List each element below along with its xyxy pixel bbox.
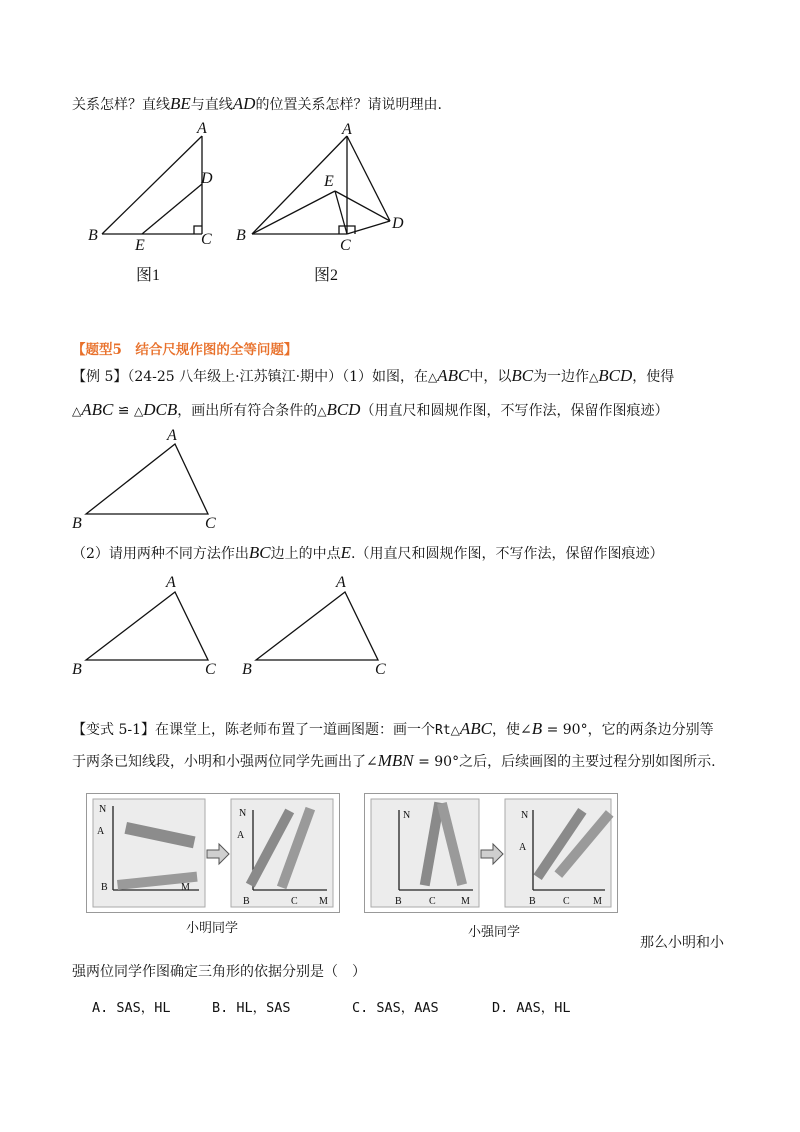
tri1-label-a: A xyxy=(167,427,177,444)
intro-text-2: 与直线 xyxy=(190,97,233,113)
option-a-text: SAS，HL xyxy=(116,1000,171,1016)
example5-line2-text: ，画出所有符合条件的 xyxy=(177,403,318,419)
option-d[interactable] xyxy=(492,996,571,1016)
math-bc: BC xyxy=(511,366,534,385)
fig1-label-a: A xyxy=(197,120,207,137)
math-b: B xyxy=(531,719,543,738)
photo-label-m: M xyxy=(181,882,190,893)
example5-part2-line xyxy=(72,543,664,564)
tri3-label-a: A xyxy=(336,574,346,591)
example5-prefix: 【例 5】（24-25 八年级上·江苏镇江·期中）（1）如图，在 xyxy=(72,369,428,385)
fig2-label-e: E xyxy=(324,173,334,190)
figure-1-caption: 图1 xyxy=(136,267,161,284)
intro-text-1: 关系怎样？直线 xyxy=(72,97,170,113)
fig2-side-be xyxy=(252,191,335,234)
tri2-label-c: C xyxy=(205,661,216,678)
example5-line2-end: （用直尺和圆规作图，不写作法，保留作图痕迹） xyxy=(360,403,669,419)
option-d-letter: D. xyxy=(492,1000,509,1016)
option-c[interactable] xyxy=(352,996,439,1016)
photo-label-n: N xyxy=(521,810,529,821)
fig2-side-ad xyxy=(347,136,390,221)
photo-label-m: M xyxy=(461,896,470,907)
xiaoming-caption: 小明同学 xyxy=(186,921,239,936)
fig1-side-ab xyxy=(102,136,202,234)
fig2-side-cd xyxy=(347,221,390,234)
line-ad: AD xyxy=(232,94,256,113)
triangle-abc xyxy=(86,444,208,514)
fig1-label-d: D xyxy=(201,170,213,187)
option-b-letter: B. xyxy=(212,1000,229,1016)
arrow-right-icon xyxy=(481,844,503,864)
xiaoming-construction-image xyxy=(87,794,339,912)
congruent-symbol: ≌ xyxy=(113,403,134,419)
figure-1 xyxy=(80,118,230,253)
math-bc: BC xyxy=(248,543,271,562)
xiaoqiang-construction-image xyxy=(365,794,617,912)
photo-label-b: B xyxy=(529,896,536,907)
fig2-label-c: C xyxy=(340,237,351,253)
math-e: E xyxy=(340,543,352,562)
part2-end: .（用直尺和圆规作图，不写作法，保留作图痕迹） xyxy=(351,546,664,562)
option-b[interactable] xyxy=(212,996,291,1016)
option-a-letter: A. xyxy=(92,1000,109,1016)
photo-label-b: B xyxy=(243,896,250,907)
example5-line-1 xyxy=(72,366,674,387)
math-eq-90: = 90° xyxy=(413,754,460,770)
variant-prefix: 【变式 5-1】在课堂上，陈老师布置了一道画图题：画一个 xyxy=(72,722,435,738)
photo-label-m: M xyxy=(593,896,602,907)
option-c-letter: C. xyxy=(352,1000,369,1016)
variant-text-2: ，使 xyxy=(492,722,520,738)
photo-label-m: M xyxy=(319,896,328,907)
triangle-part2-right xyxy=(236,570,406,682)
math-bcd: BCD xyxy=(326,400,361,419)
option-c-text: SAS，AAS xyxy=(376,1000,439,1016)
fig1-segment-ed xyxy=(142,184,202,234)
tri2-label-a: A xyxy=(166,574,176,591)
math-eq-90: = 90° xyxy=(542,722,588,738)
xiaoqiang-photo-panel xyxy=(364,793,618,913)
photo-label-a: A xyxy=(97,826,105,837)
tri3-label-c: C xyxy=(375,661,386,678)
fig1-label-b: B xyxy=(88,227,98,244)
photo-label-a: A xyxy=(237,830,245,841)
variant-line-1 xyxy=(72,719,714,741)
variant-line2-b: 之后，后续画图的主要过程分别如图所示. xyxy=(459,754,716,770)
triangle-symbol: △ xyxy=(589,370,599,384)
tri2-label-b: B xyxy=(72,661,82,678)
variant-line-2 xyxy=(72,751,716,772)
section-heading: 【题型5 结合尺规作图的全等问题】 xyxy=(72,342,298,358)
tri1-label-b: B xyxy=(72,515,82,532)
photo-label-n: N xyxy=(99,804,107,815)
variant-tail: 那么小明和小 xyxy=(640,935,724,951)
fig1-label-e: E xyxy=(135,237,145,253)
line-be: BE xyxy=(170,94,191,113)
photo-label-c: C xyxy=(291,896,298,907)
fig2-label-a: A xyxy=(342,121,352,138)
fig1-label-c: C xyxy=(201,231,212,248)
math-mbn: MBN xyxy=(377,751,414,770)
photo-label-b: B xyxy=(395,896,402,907)
example5-text-2: 中，以 xyxy=(469,369,512,385)
figure-2-caption: 图2 xyxy=(314,267,339,284)
triangle-symbol: △ xyxy=(317,404,327,418)
intro-text-3: 的位置关系怎样？请说明理由. xyxy=(255,97,442,113)
math-abc: ABC xyxy=(459,719,492,738)
xiaoqiang-frame-1 xyxy=(371,799,479,907)
math-bcd: BCD xyxy=(598,366,633,385)
example5-text-4: ，使得 xyxy=(632,369,675,385)
math-abc: ABC xyxy=(81,400,114,419)
photo-label-a: A xyxy=(519,842,527,853)
variant-line-3: 强两位同学作图确定三角形的依据分别是（ ） xyxy=(72,964,366,980)
math-abc: ABC xyxy=(437,366,470,385)
tri1-label-c: C xyxy=(205,515,216,532)
triangle-part2-left xyxy=(66,570,236,682)
triangle-symbol: △ xyxy=(427,370,438,384)
angle-symbol: ∠ xyxy=(366,754,378,770)
photo-label-b: B xyxy=(101,882,108,893)
photo-label-n: N xyxy=(239,808,247,819)
figure-2 xyxy=(232,118,412,253)
triangle-symbol: △ xyxy=(450,723,460,737)
math-dcb: DCB xyxy=(143,400,178,419)
option-d-text: AAS，HL xyxy=(516,1000,571,1016)
arrow-right-icon xyxy=(207,844,229,864)
part2-prefix: （2）请用两种不同方法作出 xyxy=(72,546,249,562)
triangle-abc xyxy=(256,592,378,660)
intro-line xyxy=(72,94,442,115)
triangle-abc xyxy=(86,592,208,660)
photo-label-c: C xyxy=(429,896,436,907)
part2-mid: 边上的中点 xyxy=(270,546,341,562)
triangle-symbol: △ xyxy=(133,404,144,418)
triangle-part1 xyxy=(66,424,236,534)
photo-label-c: C xyxy=(563,896,570,907)
option-a[interactable] xyxy=(92,996,171,1016)
math-rt: Rt xyxy=(435,723,451,738)
angle-symbol: ∠ xyxy=(520,722,532,738)
triangle-symbol: △ xyxy=(72,404,82,418)
xiaoming-photo-panel xyxy=(86,793,340,913)
fig2-label-b: B xyxy=(236,227,246,244)
xiaoqiang-caption: 小强同学 xyxy=(468,925,521,940)
variant-text-3: ，它的两条边分别等 xyxy=(587,722,714,738)
example5-line-2 xyxy=(72,400,668,421)
tri3-label-b: B xyxy=(242,661,252,678)
photo-label-n: N xyxy=(403,810,411,821)
fig2-label-d: D xyxy=(392,215,404,232)
variant-line2-a: 于两条已知线段，小明和小强两位同学先画出了 xyxy=(72,754,366,770)
fig2-side-ec xyxy=(335,191,347,234)
option-b-text: HL，SAS xyxy=(236,1000,291,1016)
example5-text-3: 为一边作 xyxy=(533,369,590,385)
